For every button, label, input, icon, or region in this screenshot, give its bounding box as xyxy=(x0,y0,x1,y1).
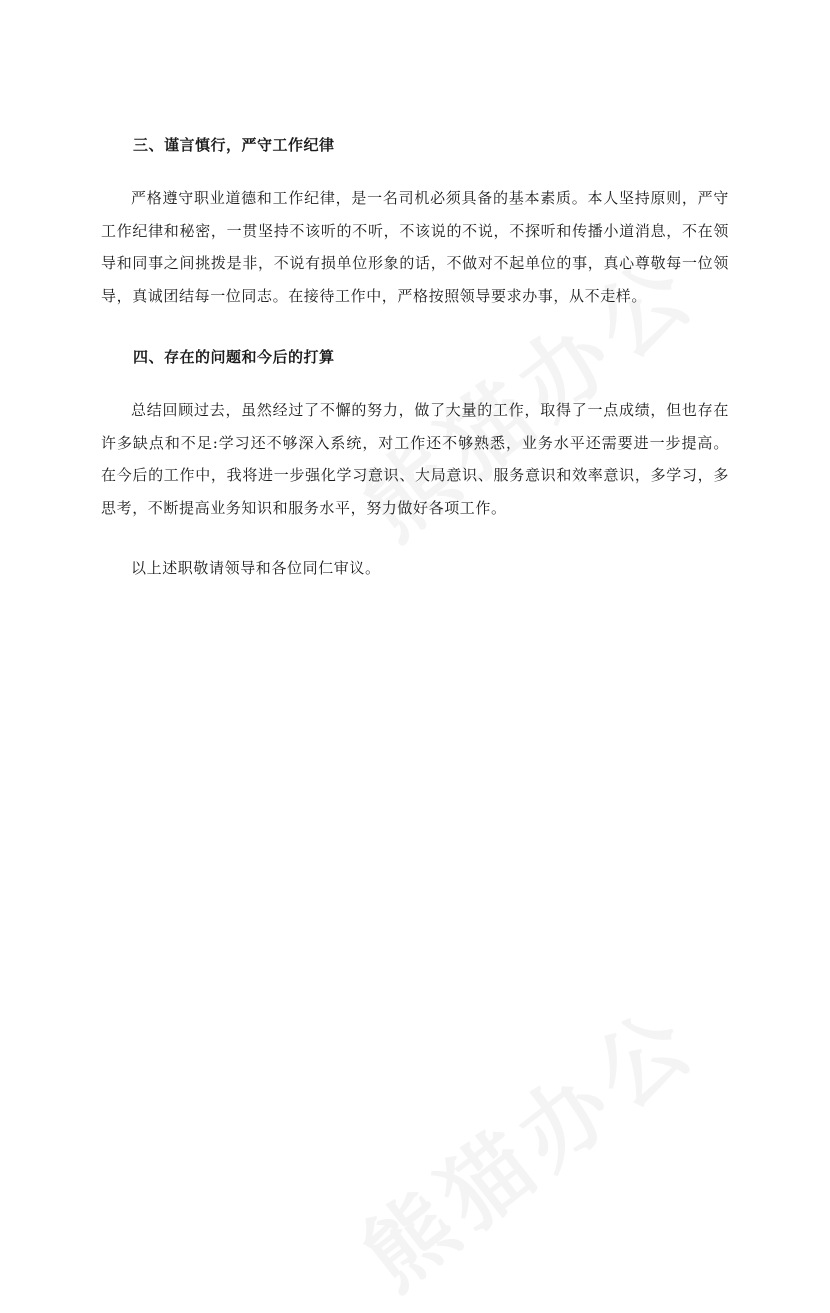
closing-statement: 以上述职敬请领导和各位同仁审议。 xyxy=(131,559,381,577)
section-heading-3: 三、谨言慎行，严守工作纪律 xyxy=(133,136,335,154)
watermark-text-lower xyxy=(333,973,719,1313)
section-heading-4: 四、存在的问题和今后的打算 xyxy=(133,348,335,366)
section-paragraph-3: 严格遵守职业道德和工作纪律，是一名司机必须具备的基本素质。本人坚持原则，严守工作纪律和秘密，一贯坚持不该听的不听，不该说的不说，不探听和传播小道消息，不在领导和同事之间挑拨是非，不说有损单位形象的话，不做对不起单位的事，真心尊敬每一位领导，真诚团结每一位同志。在接待工作中，严格按照领导要求办事，从不走样。 xyxy=(101,189,729,305)
document-body xyxy=(101,128,729,613)
section-paragraph-4: 总结回顾过去，虽然经过了不懈的努力，做了大量的工作，取得了一点成绩，但也存在许多缺点和不足:学习还不够深入系统，对工作还不够熟悉，业务水平还需要进一步提高。在今后的工作中，我将进一步强化学习意识、大局意识、服务意识和效率意识，多学习，多思考，不断提高业务知识和服务水平，努力做好各项工作。 xyxy=(101,401,729,517)
